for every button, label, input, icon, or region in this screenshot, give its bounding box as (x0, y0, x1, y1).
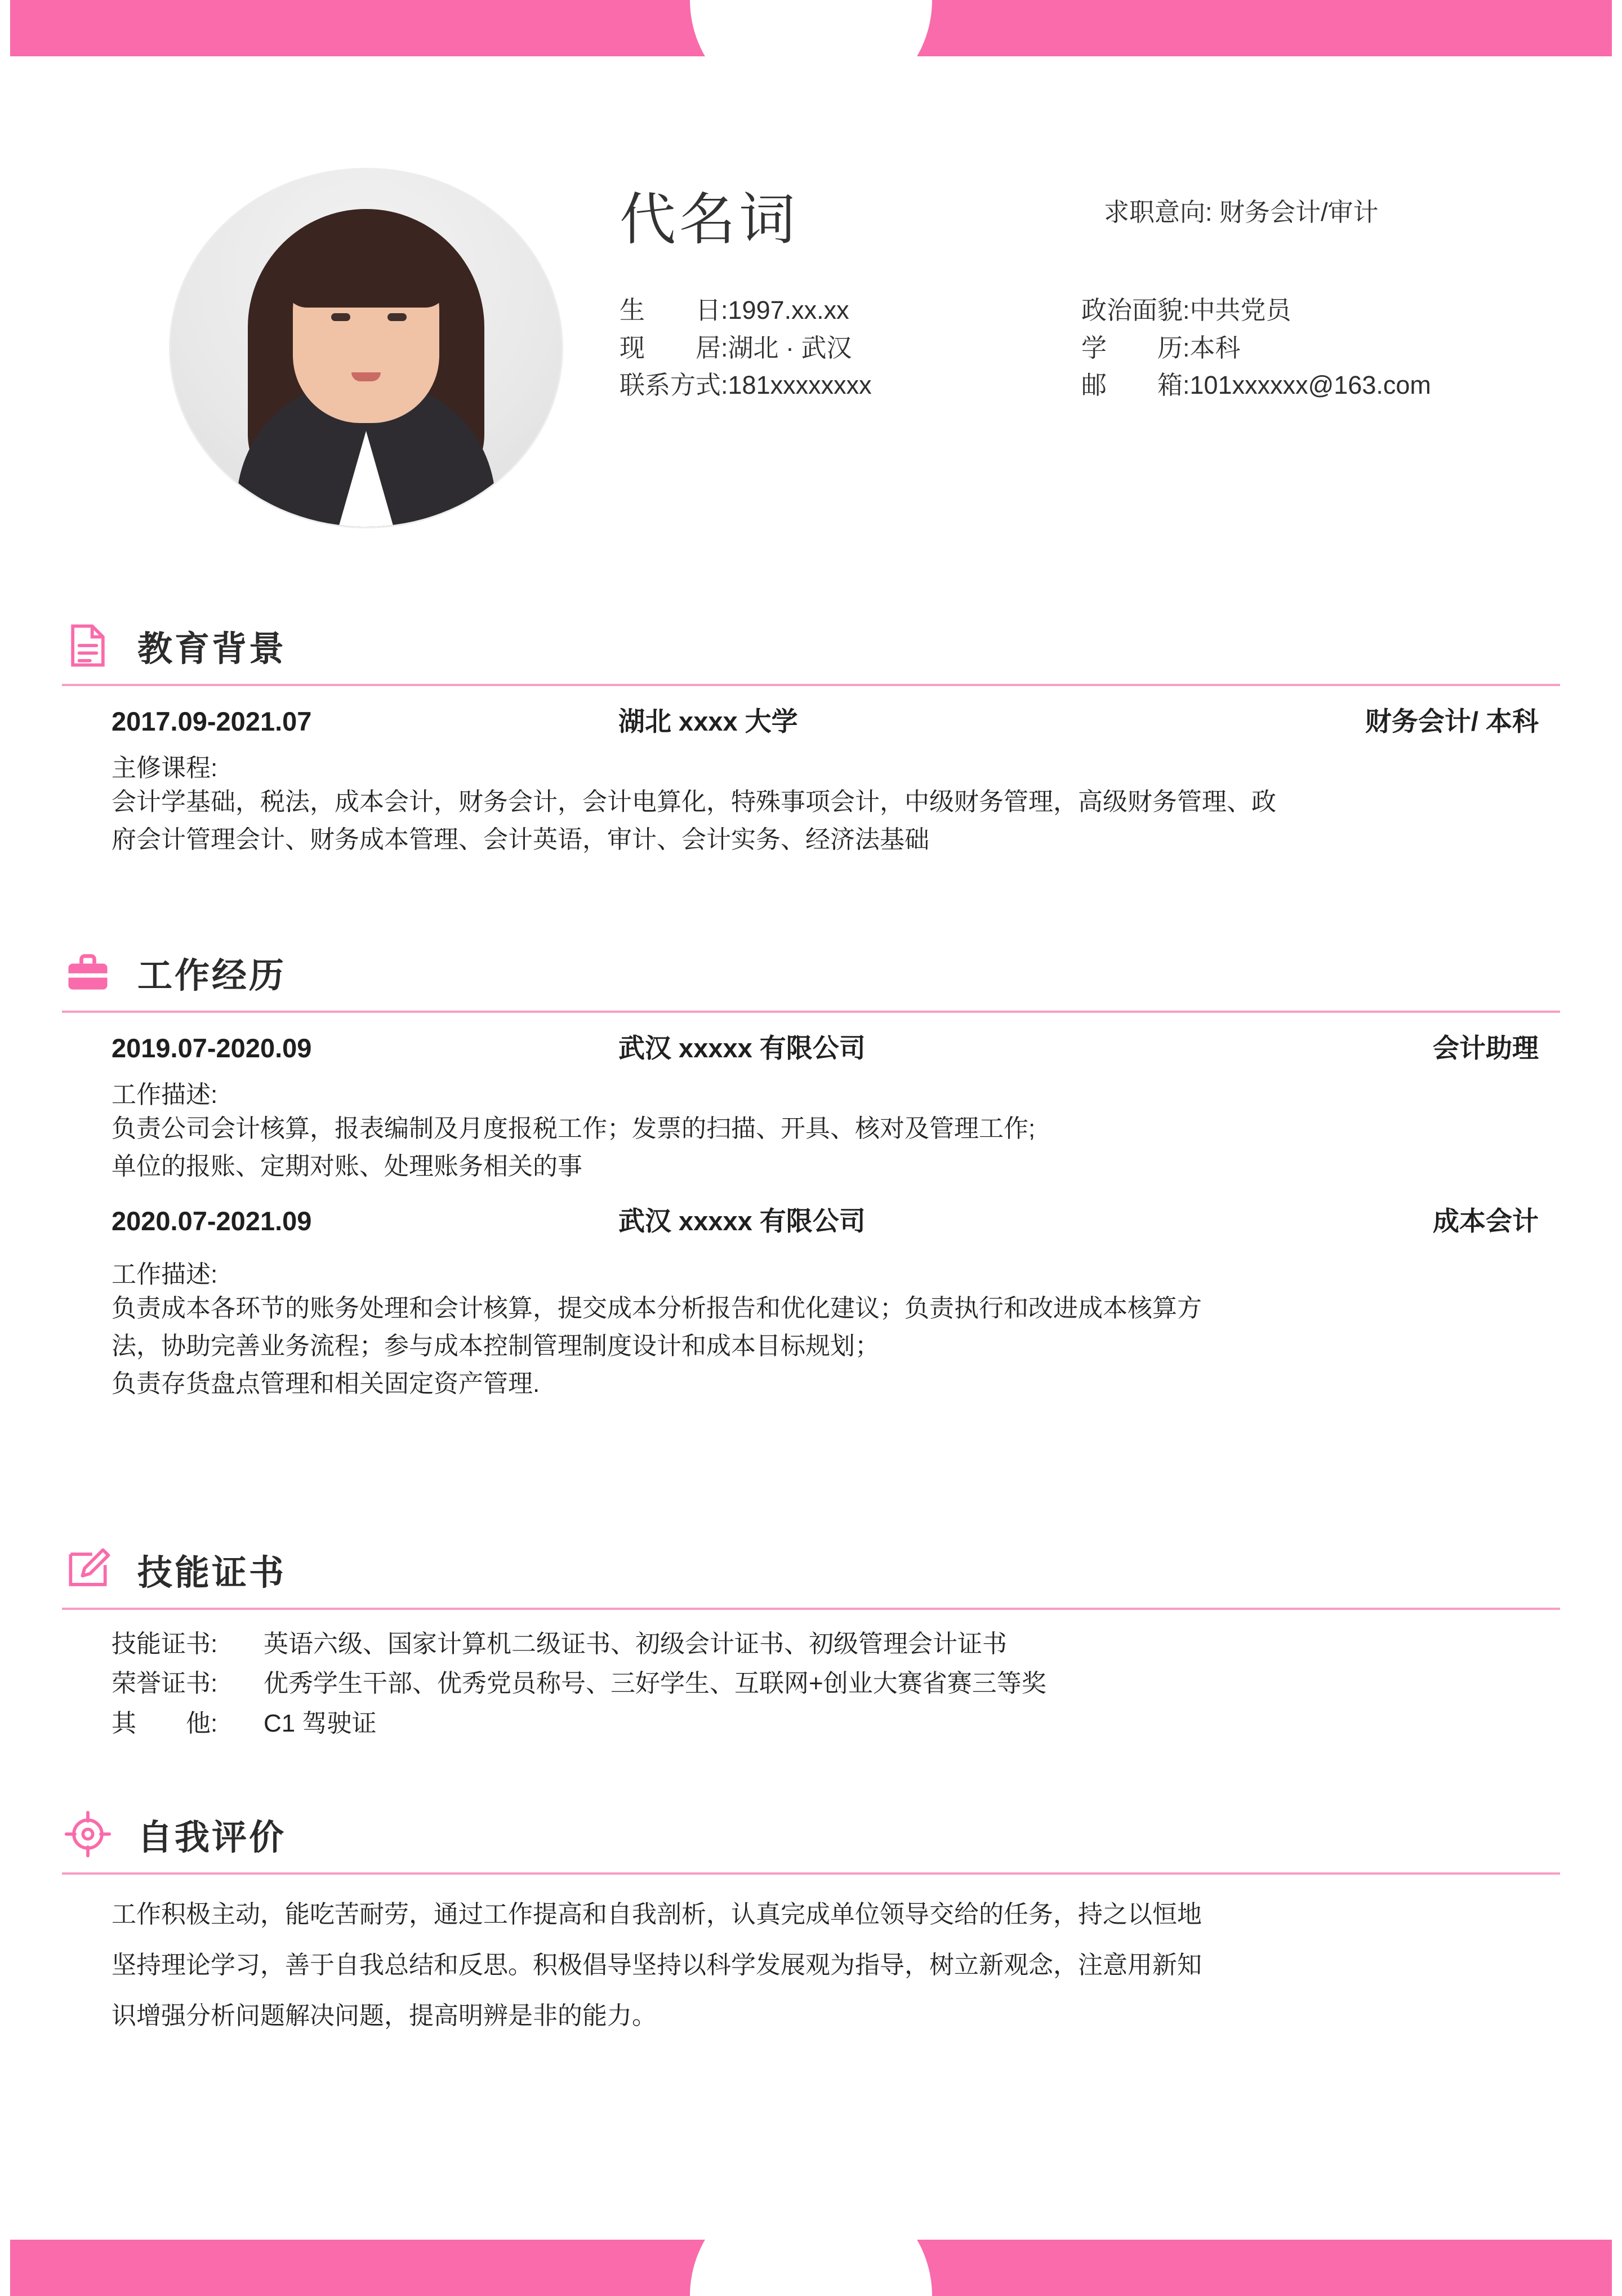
avatar (169, 168, 563, 528)
section-title: 技能证书 (137, 1553, 287, 1592)
entry-desc-label: 主修课程: (112, 754, 218, 782)
info-row (1081, 330, 1431, 367)
header-details (620, 188, 1622, 404)
info-label: 生 日: (620, 296, 728, 324)
info-label: 现 居: (620, 333, 728, 362)
top-notch-shape (690, 0, 932, 113)
document-icon (62, 620, 114, 671)
evaluation-line: 工作积极主动，能吃苦耐劳，通过工作提高和自我剖析，认真完成单位领导交给的任务，持之以恒地 (112, 1901, 1202, 1928)
entry-organization: 湖北 xxxx 大学 (618, 706, 798, 736)
entry-desc-line: 会计学基础，税法，成本会计，财务会计，会计电算化，特殊事项会计，中级财务管理，高级财务管理、政 (112, 788, 1276, 816)
evaluation-line: 坚持理论学习，善于自我总结和反思。积极倡导坚持以科学发展观为指导，树立新观念，注意用新知 (112, 1951, 1202, 1979)
section-body (62, 1610, 1560, 1743)
info-value: 本科 (1189, 333, 1241, 362)
bottom-notch-shape (690, 2183, 932, 2296)
entry-heading-row (112, 1200, 1544, 1238)
entry-desc-line: 负责公司会计核算，报表编制及月度报税工作；发票的扫描、开具、核对及管理工作; (112, 1115, 1036, 1142)
info-label: 学 历: (1081, 333, 1190, 362)
info-value: 中共党员 (1189, 296, 1291, 324)
info-label: 政治面貌: (1081, 296, 1190, 324)
info-row (620, 367, 1081, 404)
entry-period: 2017.09-2021.07 (112, 706, 312, 736)
info-row (620, 330, 1081, 367)
entry-desc-line: 负责存货盘点管理和相关固定资产管理. (112, 1369, 540, 1398)
info-label: 邮 箱: (1081, 371, 1190, 400)
cert-row (112, 1664, 1544, 1703)
section-title: 工作经历 (137, 956, 287, 995)
job-objective-value: 财务会计/审计 (1219, 198, 1379, 226)
section-evaluation (62, 1808, 1560, 2042)
info-value: 湖北 · 武汉 (728, 333, 852, 362)
entry-role: 会计助理 (1433, 1033, 1539, 1063)
section-header (62, 946, 1560, 1008)
section-title: 自我评价 (137, 1818, 287, 1857)
entry-organization: 武汉 xxxxx 有限公司 (618, 1205, 866, 1236)
entry-organization: 武汉 xxxxx 有限公司 (618, 1033, 866, 1063)
cert-row (112, 1625, 1544, 1664)
info-label: 联系方式: (620, 371, 728, 400)
cert-value: 英语六级、国家计算机二级证书、初级会计证书、初级管理会计证书 (264, 1630, 1007, 1658)
portrait-illustration (171, 170, 562, 527)
section-education (62, 620, 1560, 859)
section-header (62, 620, 1560, 682)
cert-label: 技能证书: (112, 1630, 218, 1658)
entry-heading-row (112, 701, 1544, 738)
entry-desc-label: 工作描述: (112, 1260, 218, 1288)
section-body (62, 1013, 1560, 1403)
section-skills (62, 1543, 1560, 1743)
cert-label: 其 他: (112, 1709, 218, 1737)
evaluation-line: 识增强分析问题解决问题，提高明辨是非的能力。 (112, 2002, 657, 2030)
info-value: 101xxxxxx@163.com (1189, 371, 1431, 400)
info-row (1081, 292, 1431, 330)
cert-row (112, 1704, 1544, 1743)
job-objective-label: 求职意向: (1104, 198, 1213, 226)
entry-heading-row (112, 1027, 1544, 1065)
entry-desc-line: 单位的报账、定期对账、处理账务相关的事 (112, 1152, 582, 1180)
entry-role: 成本会计 (1433, 1205, 1539, 1236)
info-value: 1997.xx.xx (728, 296, 849, 324)
section-title: 教育背景 (137, 629, 287, 669)
personal-info-right (1081, 292, 1431, 404)
page-title: 代名词 (620, 188, 799, 251)
section-body (62, 1875, 1560, 2042)
cert-value: 优秀学生干部、优秀党员称号、三好学生、互联网+创业大赛省赛三等奖 (264, 1670, 1046, 1698)
job-objective (1104, 192, 1379, 228)
edit-pencil-icon (62, 1543, 114, 1595)
section-work (62, 946, 1560, 1403)
entry-desc-label: 工作描述: (112, 1081, 218, 1109)
entry-role: 财务会计/ 本科 (1365, 706, 1539, 736)
personal-info-left (620, 292, 1081, 404)
target-icon (62, 1808, 114, 1860)
entry-desc-line: 负责成本各环节的账务处理和会计核算，提交成本分析报告和优化建议；负责执行和改进成本核算方 (112, 1294, 1202, 1322)
info-row (1081, 367, 1431, 404)
personal-info-grid (620, 292, 1622, 404)
section-body (62, 686, 1560, 859)
entry-desc-line: 法，协助完善业务流程；参与成本控制管理制度设计和成本目标规划； (112, 1332, 880, 1360)
section-header (62, 1808, 1560, 1870)
info-row (620, 292, 1081, 330)
entry-period: 2020.07-2021.09 (112, 1205, 312, 1236)
info-value: 181xxxxxxxx (728, 371, 872, 400)
cert-value: C1 驾驶证 (264, 1709, 377, 1737)
entry-desc-line: 府会计管理会计、财务成本管理、会计英语，审计、会计实务、经济法基础 (112, 825, 929, 853)
briefcase-icon (62, 946, 114, 998)
cert-label: 荣誉证书: (112, 1670, 218, 1698)
entry-period: 2019.07-2020.09 (112, 1033, 312, 1063)
resume-header (0, 152, 1622, 546)
section-header (62, 1543, 1560, 1605)
